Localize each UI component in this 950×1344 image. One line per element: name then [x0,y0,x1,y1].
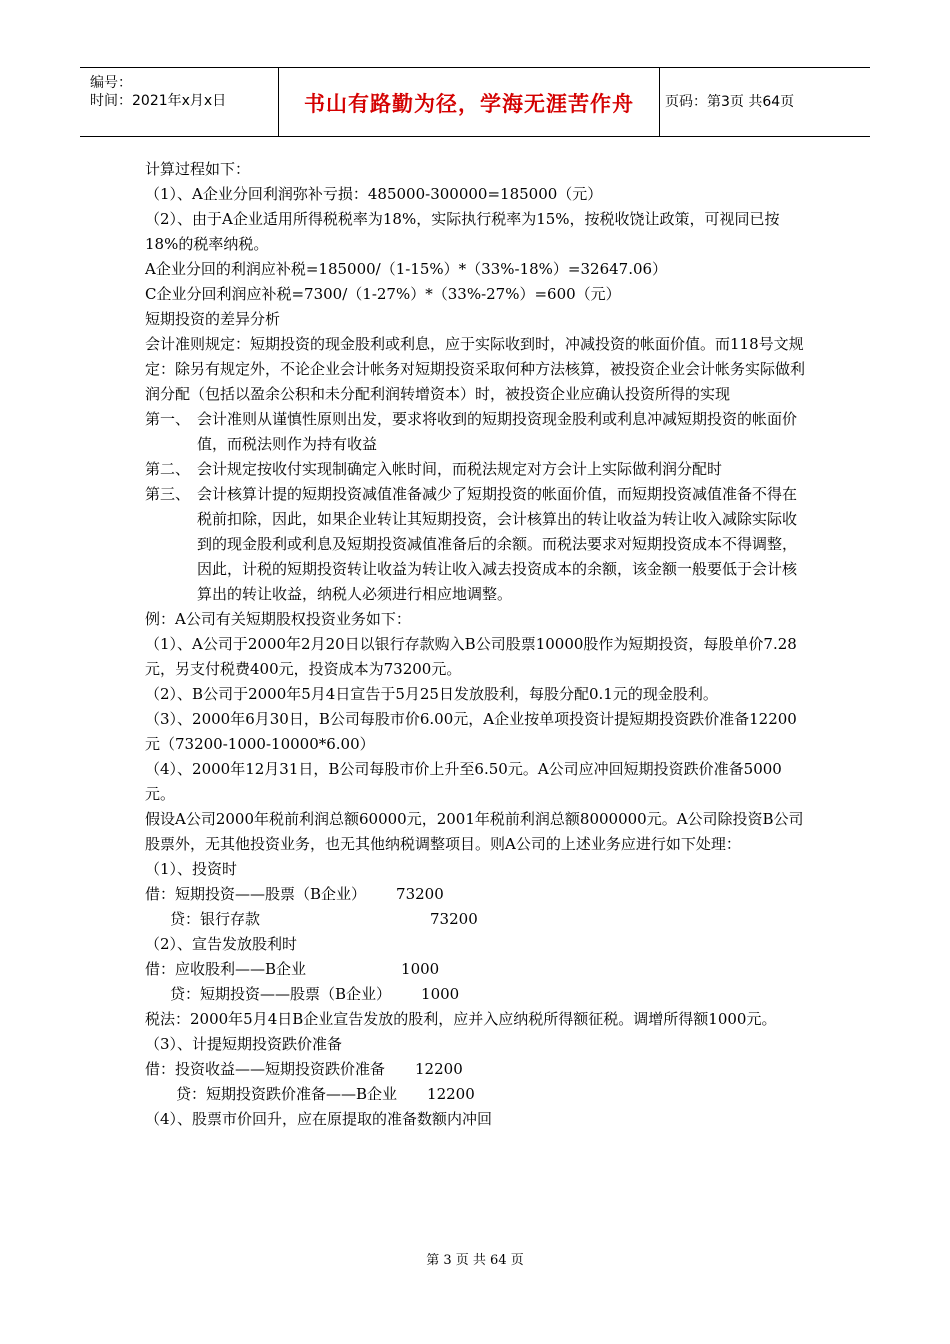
list-item-label: 第三、 [145,485,191,503]
list-item [145,407,810,457]
paragraph: （4）、2000年12月31日，B公司每股市价上升至6.50元。A公司应冲回短期投资跌价准备5000元。 [145,760,782,803]
paragraph: （1）、A企业分回利润弥补亏损：485000-300000=185000（元） [145,185,603,203]
paragraph: 税法：2000年5月4日B企业宣告发放的股利，应并入应纳税所得额征税。调增所得额1000元。 [145,1010,777,1028]
section-heading: 短期投资的差异分析 [145,310,281,328]
page-footer: 第 3 页 共 64 页 [426,1253,524,1268]
page-header [80,67,870,137]
list-item-text: 会计核算计提的短期投资减值准备减少了短期投资的帐面价值，而短期投资减值准备不得在税前扣除，因此，如果企业转让其短期投资，会计核算出的转让收益为转让收入减除实际收到的现金股利或利息及短期投资减值准备后的余额。而税法要求对短期投资成本不得调整，因此，计税的短期投资转让收益为转让收入减去投资成本的余额，该金额一般要低于会计核算出的转让收益，纳税人必须进行相应地调整。 [197,485,798,603]
entry-label: 借：应收股利——B企业 [145,960,307,978]
entry-label: 贷：短期投资——股票（B企业） [170,985,392,1003]
list-item-label: 第一、 [145,410,191,428]
paragraph: （2）、B公司于2000年5月4日宣告于5月25日发放股利，每股分配0.1元的现金股利。 [145,685,718,703]
paragraph: （2）、宣告发放股利时 [145,935,298,953]
entry-amount: 73200 [430,910,478,928]
entry-label: 贷：银行存款 [170,910,261,928]
paragraph: （4）、股票市价回升，应在原提取的准备数额内冲回 [145,1110,493,1128]
entry-amount: 12200 [427,1085,475,1103]
time-label: 时间：2021年x月x日 [90,93,227,109]
motto: 书山有路勤为径，学海无涯苦作舟 [279,68,660,136]
list-item [145,482,810,607]
entry-amount: 1000 [401,960,440,978]
paragraph: A企业分回的利润应补税=185000/（1-15%）*（33%-18%）=32647.06） [145,260,668,278]
entry-amount: 1000 [421,985,460,1003]
journal-entry-credit [145,1082,810,1107]
entry-label: 贷：短期投资跌价准备——B企业 [176,1085,398,1103]
entry-amount: 12200 [415,1060,463,1078]
journal-entry-debit [145,957,810,982]
paragraph: （3）、2000年6月30日，B公司每股市价6.00元，A企业按单项投资计提短期投资跌价准备12200元（73200-1000-10000*6.00） [145,710,797,753]
header-meta [80,68,279,136]
list-item [145,457,810,482]
entry-amount: 73200 [396,885,444,903]
paragraph: （1）、A公司于2000年2月20日以银行存款购入B公司股票10000股作为短期投资，每股单价7.28元，另支付税费400元，投资成本为73200元。 [145,635,797,678]
list-item-label: 第二、 [145,460,191,478]
number-label: 编号： [90,75,132,91]
entry-label: 借：投资收益——短期投资跌价准备 [145,1060,386,1078]
list-item-text: 会计准则从谨慎性原则出发，要求将收到的短期投资现金股利或利息冲减短期投资的帐面价值，而税法则作为持有收益 [197,410,798,453]
journal-entry-credit [145,907,810,932]
paragraph: 例：A公司有关短期股权投资业务如下： [145,610,411,628]
paragraph: （3）、计提短期投资跌价准备 [145,1035,343,1053]
page-info: 页码：第3页 共64页 [665,94,795,110]
paragraph: 会计准则规定：短期投资的现金股利或利息，应于实际收到时，冲减投资的帐面价值。而118号文规定：除另有规定外，不论企业会计帐务对短期投资采取何种方法核算，被投资企业会计帐务实际做利润分配（包括以盈余公积和未分配利润转增资本）时，被投资企业应确认投资所得的实现 [145,335,806,403]
paragraph: C企业分回利润应补税=7300/（1-27%）*（33%-27%）=600（元） [145,285,621,303]
journal-entry-debit [145,1057,810,1082]
document-body [145,157,810,1132]
paragraph: 计算过程如下： [145,160,251,178]
list-item-text: 会计规定按收付实现制确定入帐时间，而税法规定对方会计上实际做利润分配时 [197,460,723,478]
paragraph: （2）、由于A企业适用所得税税率为18%，实际执行税率为15%，按税收饶让政策，可视同已按18%的税率纳税。 [145,210,780,253]
entry-label: 借：短期投资——股票（B企业） [145,885,367,903]
paragraph: 假设A公司2000年税前利润总额60000元，2001年税前利润总额8000000元。A公司除投资B公司股票外，无其他投资业务，也无其他纳税调整项目。则A公司的上述业务应进行如下处理： [145,810,804,853]
paragraph: （1）、投资时 [145,860,238,878]
journal-entry-debit [145,882,810,907]
journal-entry-credit [145,982,810,1007]
